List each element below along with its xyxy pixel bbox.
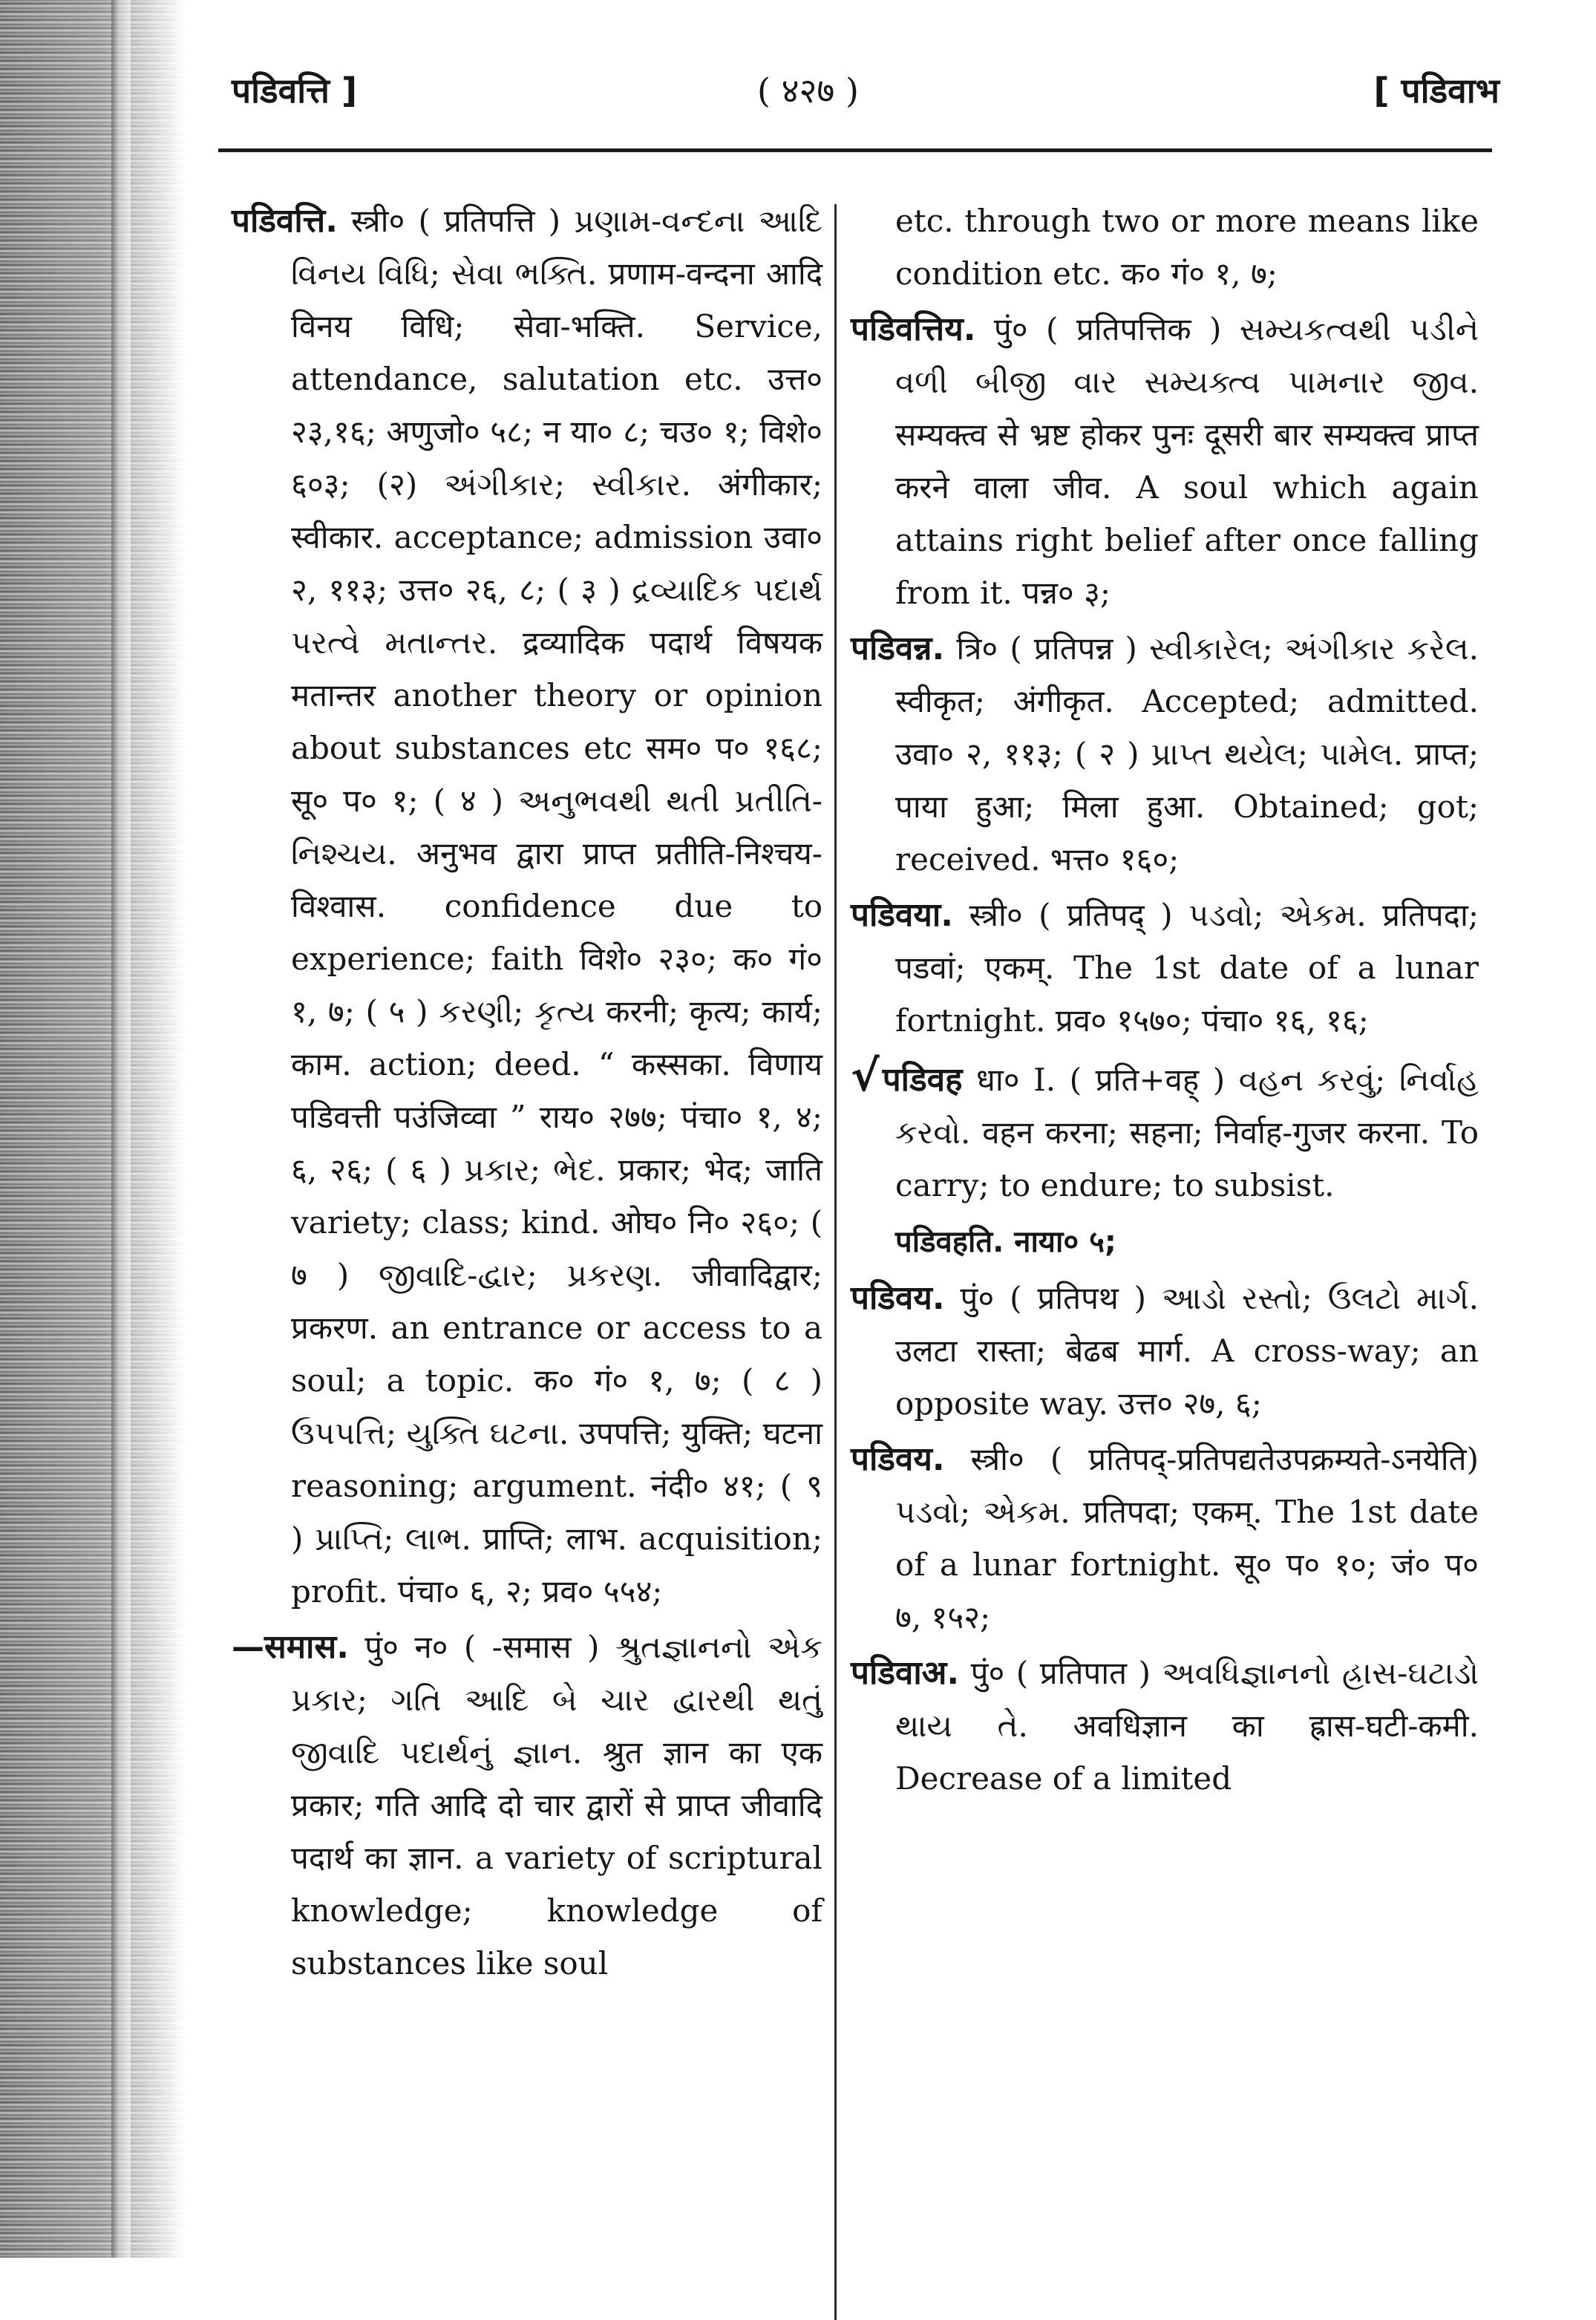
dictionary-entry: [851, 1050, 1479, 1212]
dictionary-entry: [232, 1621, 822, 1990]
dictionary-entry: [851, 1433, 1479, 1644]
subform-text: पडिवहति. नाया० ५;: [895, 1225, 1116, 1259]
left-column: [232, 195, 822, 1993]
entry-body: पुं० ( प्रतिपात ) અવધિજ્ઞાનનો હ્રાસ-ઘટાડો થાય તે. अवधिज्ञान का ह्रास-घटी-कमी. Decrease of a limited: [895, 1655, 1479, 1797]
page-header: [223, 59, 1499, 148]
entry-headword: पडिवाअ.: [851, 1654, 960, 1692]
page-number: ( ४२७ ): [757, 71, 859, 111]
dictionary-entry: [851, 889, 1479, 1047]
entry-headword: पडिवय.: [851, 1440, 945, 1478]
entry-body: धा० I. ( प्रति+वह् ) વહન કરવું; નિર્વાહ કરવો. वहन करना; सहना; निर्वाह-गुजर करना. To carry; to endure; to subsist.: [895, 1062, 1479, 1203]
binding-edge: [111, 0, 131, 2258]
dictionary-entry: [851, 303, 1479, 619]
entry-headword: पडिवत्तिय.: [851, 310, 976, 348]
header-right-guideword: [ पडिवाभ: [1373, 71, 1499, 111]
dictionary-entry: [851, 1647, 1479, 1805]
entry-body: etc. through two or more means like condition etc. क० गं० १, ७;: [895, 203, 1479, 292]
entry-body: पुं० ( प्रतिपथ ) આડો રસ્તો; ઉલટો માર્ગ. उलटा रास्ता; बेढब मार्ग. A cross-way; an opposite way. उत्त० २७, ६;: [895, 1280, 1479, 1422]
entry-subform: [851, 1215, 1479, 1269]
entry-body: पुं० ( प्रतिपत्तिक ) સમ્યકત્વથી પડીને વળી બીજી વાર સમ્યક્ત્વ પામનાર જીવ. सम्यक्त्व से भ्रष्ट होकर पुनः दूसरी बार सम्यक्त्व प्राप्त करने वाला जीव. A soul which again attains right belief after once falling from it. पन्न० ३;: [895, 311, 1479, 611]
header-left-guideword: पडिवत्ति ]: [232, 71, 357, 111]
dictionary-entry: [232, 195, 822, 1618]
entry-headword: पडिवन्न.: [851, 630, 945, 667]
entry-body: स्त्री० ( प्रतिपद्-प्रतिपद्यतेउपक्रम्यते-ऽनयेति) પડવો; એકમ. प्रतिपदा; एकम्. The 1st date of a lunar fortnight. सू० प० १०; जं० प० ७, १५२;: [895, 1441, 1479, 1636]
entry-headword: पडिवह: [882, 1061, 963, 1099]
dictionary-entry: [851, 622, 1479, 886]
entry-headword: पडिवया.: [851, 896, 954, 934]
entry-body: स्त्री० ( प्रतिपद् ) પડવો; એકમ. प्रतिपदा; पडवां; एकम्. The 1st date of a lunar fortnight. प्रव० १५७०; पंचा० १६, १६;: [895, 897, 1479, 1039]
entry-headword: पडिवय.: [851, 1279, 945, 1317]
header-rule: [218, 148, 1492, 152]
root-check-icon: √: [851, 1050, 880, 1101]
entry-headword: —समास.: [232, 1628, 349, 1666]
entry-body: स्त्री० ( प्रतिपत्ति ) પ્રણામ-વન્દના આદિ વિનય વિધિ; સેવા ભક્તિ. प्रणाम-वन्दना आदि विनय विधि; सेवा-भक्ति. Service, attendance, salutation etc. उत्त० २३,१६; अणुजो० ५८; न या० ८; चउ० १; विशे० ६०३; (२) અંગીકાર; સ્વીકાર. अंगीकार; स्वीकार. acceptance; admission उवा० २, ११३; उत्त० २६, ८; ( ३ ) દ્રવ્યાદિક પદાર્થ પરત્વે મતાન્તર. द्रव्यादिक पदार्थ विषयक मतान्तर another theory or opinion about substances etc सम० प० १६८; सू० प० १; ( ४ ) અનુભવથી થતી પ્રતીતિ-નિશ્ચય. अनुभव द्वारा प्राप्त प्रतीति-निश्चय-विश्वास. confidence due to experience; faith विशे० २३०; क० गं० १, ७; ( ५ ) કરણી; કૃત્ય करनी; कृत्य; कार्य; काम. action; deed. “ कस्सका. विणाय पडिवत्ती पउंजिव्वा ” राय० २७७; पंचा० १, ४; ६, २६; ( ६ ) પ્રકાર; ભેદ. प्रकार; भेद; जाति variety; class; kind. ओघ० नि० २६०; ( ७ ) જીવાદિ-દ્વાર; પ્રકરણ. जीवादिद्वार; प्रकरण. an entrance or access to a soul; a topic. क० गं० १, ७; ( ८ ) ઉપપત્તિ; યુક્તિ ઘટના. उपपत्ति; युक्ति; घटना reasoning; argument. नंदी० ४१; ( ९ ) પ્રાપ્તિ; લાભ. प्राप्ति; लाभ. acquisition; profit. पंचा० ६, २; प्रव० ५५४;: [291, 203, 822, 1610]
dictionary-entry-continued: [851, 195, 1479, 300]
page-gutter-shadow: [0, 0, 186, 2258]
right-column: [851, 195, 1479, 1808]
dictionary-entry: [851, 1272, 1479, 1430]
column-divider: [834, 204, 837, 2320]
entry-body: त्रि० ( प्रतिपन्न ) સ્વીકારેલ; અંગીકાર કરેલ. स्वीकृत; अंगीकृत. Accepted; admitted. उवा० २, ११३; ( २ ) પ્રાપ્ત થયેલ; પામેલ. प्राप्त; पाया हुआ; मिला हुआ. Obtained; got; received. भत्त० १६०;: [895, 630, 1479, 878]
entry-headword: पडिवत्ति.: [232, 202, 338, 240]
entry-body: पुं० न० ( -समास ) શ્રુતજ્ઞાનનો એક પ્રકાર; ગતિ આદિ બે ચાર દ્વારથી થતું જીવાદિ પદાર્થનું જ્ઞાન. श्रुत ज्ञान का एक प्रकार; गति आदि दो चार द्वारों से प्राप्त जीवादि पदार्थ का ज्ञान. a variety of scriptural knowledge; knowledge of substances like soul: [291, 1629, 822, 1981]
